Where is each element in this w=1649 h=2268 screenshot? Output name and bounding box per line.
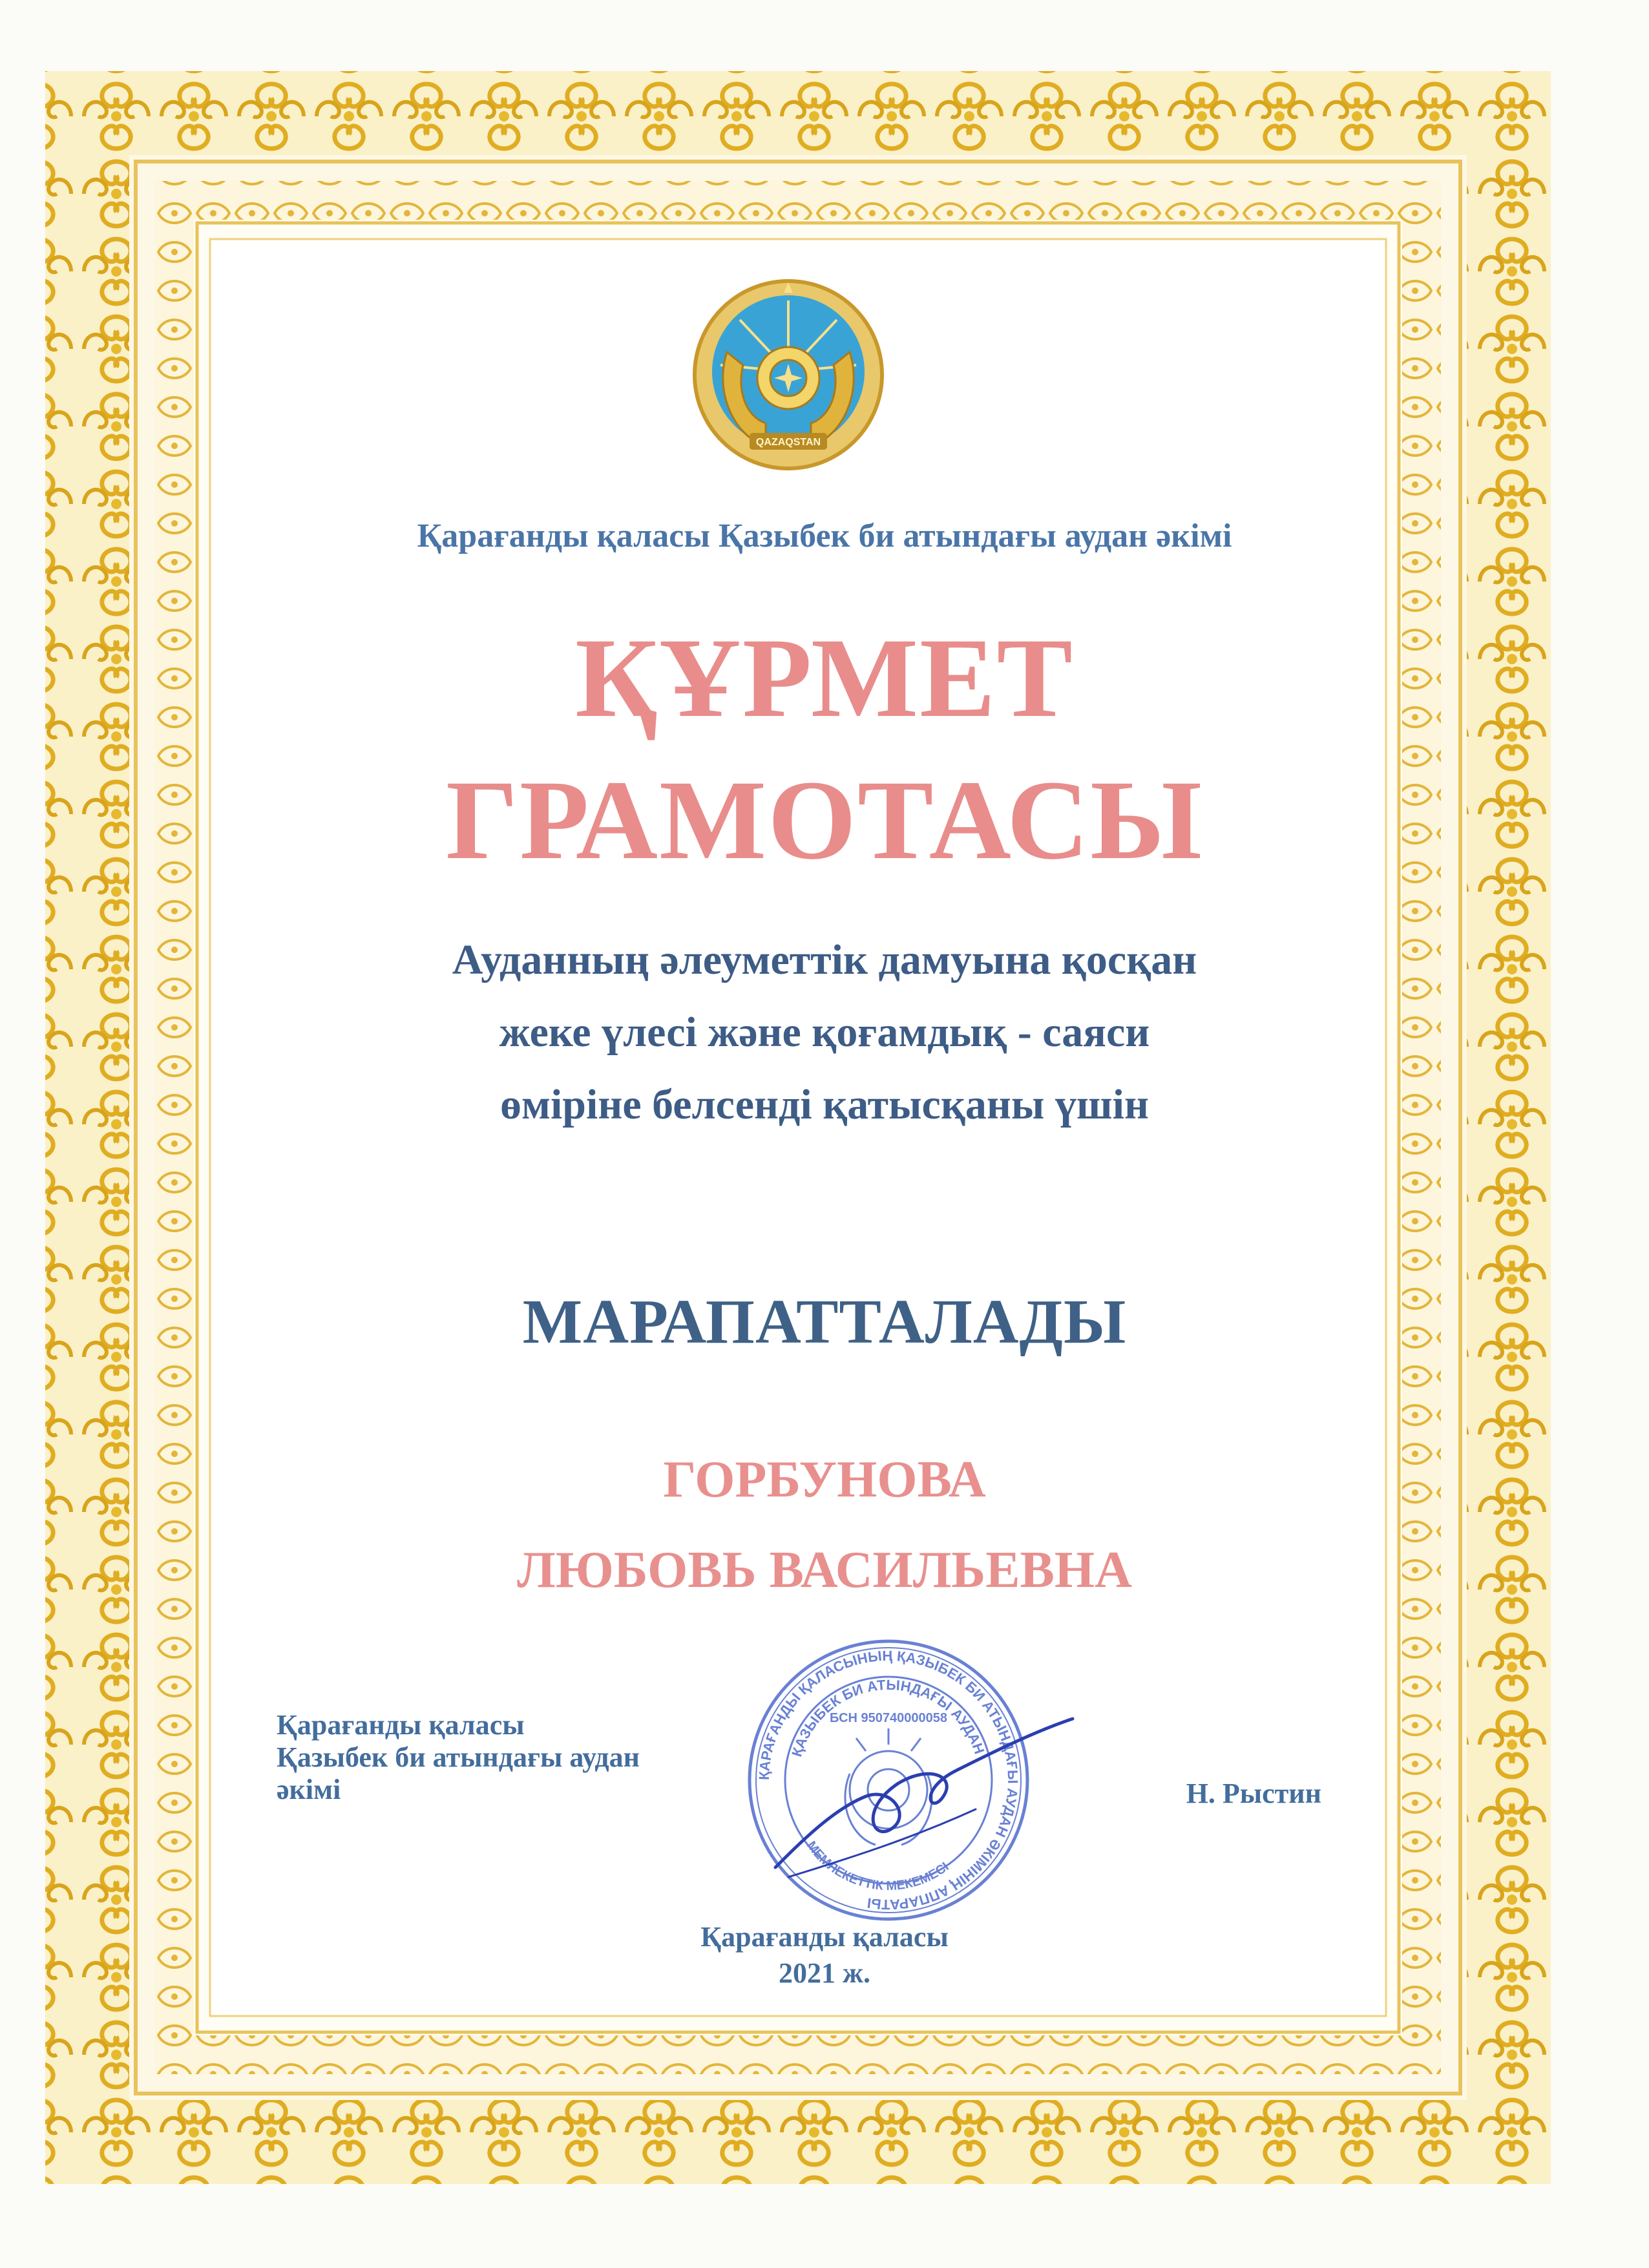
title-line-2: ГРАМОТАСЫ (446, 757, 1203, 883)
footer-year: 2021 ж. (779, 1957, 870, 1989)
emblem-text: QAZAQSTAN (755, 437, 821, 448)
signatory-line-3: әкімі (277, 1774, 341, 1805)
signatory-line-2: Қазыбек би атындағы аудан (277, 1741, 640, 1773)
stamp-outer-text: ҚАРАҒАНДЫ ҚАЛАСЫНЫҢ ҚАЗЫБЕК БИ АТЫНДАҒЫ АУДАН ӘКІМІНІҢ АППАРАТЫ (755, 1647, 1022, 1913)
state-emblem (688, 275, 888, 475)
reason-line-1: Ауданның әлеуметтік дамуына қосқан (452, 936, 1197, 983)
recipient-surname: ГОРБУНОВА (663, 1451, 986, 1508)
stamp-inner-text: ҚАЗЫБЕК БИ АТЫНДАҒЫ АУДАН (788, 1676, 988, 1759)
recipient-given-name: ЛЮБОВЬ ВАСИЛЬЕВНА (517, 1542, 1132, 1599)
certificate-footer (0, 1919, 1649, 1991)
certificate-title (0, 607, 1649, 892)
reason-line-3: өміріне белсенді қатысқаны үшін (500, 1081, 1149, 1128)
title-line-1: ҚҰРМЕТ (575, 615, 1074, 741)
stamp-bottom-text: МЕМЛЕКЕТТІК МЕКЕМЕСІ (804, 1838, 952, 1894)
awarded-heading: МАРАПАТТАЛАДЫ (522, 1287, 1127, 1357)
issuer-text: Қарағанды қаласы Қазыбек би атындағы аудан әкімі (417, 518, 1232, 554)
footer-city: Қарағанды қаласы (700, 1921, 949, 1953)
signatory-line-1: Қарағанды қаласы (277, 1709, 525, 1741)
recipient-name (0, 1434, 1649, 1615)
signatory-name: Н. Рыстин (1186, 1778, 1321, 1809)
signatory-title (277, 1709, 793, 1806)
award-reason (0, 924, 1649, 1141)
handwritten-signature (762, 1712, 1086, 1887)
reason-line-2: жеке үлесі және қоғамдық - саяси (499, 1009, 1150, 1056)
stamp-bin: БСН 950740000058 (829, 1711, 948, 1725)
